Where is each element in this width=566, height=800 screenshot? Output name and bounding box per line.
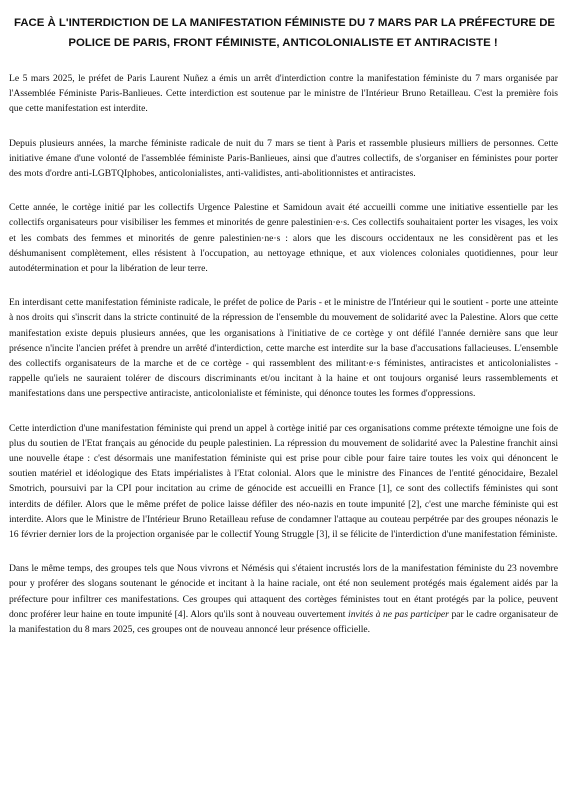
paragraph-prohibition: En interdisant cette manifestation féministe radicale, le préfet de police de Paris - et le ministre de l'Intérieur qui le soutient - porte une atteinte à nos droits qui s'inscrit dans la stricte continuité de la répression de l'ensemble du mouvement de solidarité avec la Palestine. Alors que cette manifestation existe depuis plusieurs années, que les organisations à l'initiative de ce cortège y ont défilé l'année dernière sans que leur présence n'incite l'ancien préfet à prendre un arrêté d'interdiction, cette marche est interdite sur la base d'accusations fallacieuses. L'ensemble des collectifs organisateurs de la marche et de ce cortège - qui rassemblent des militant·e·s féministes, antiracistes et anticolonialistes - rappelle qu'iels ne sauraient tolérer de discours discriminants et/ou incitant à la haine et ont toujours organisé leurs rassemblements et manifestations dans une perspective antiraciste, anticolonialiste et féministe, qui dénonce toutes les formes d'oppressions.: [9, 297, 558, 400]
document-body: [9, 71, 558, 637]
emphasized-text: invités à ne pas participer: [348, 608, 449, 620]
title-line-2: POLICE DE PARIS, FRONT FÉMINISTE, ANTICOLONIALISTE ET ANTIRACISTE !: [68, 37, 498, 49]
paragraph-text-after: par le cadre organisateur de la manifestation du 8 mars 2025, ces groupes ont de nouveau annoncé leur présence officielle.: [9, 608, 558, 636]
document-title: [14, 13, 556, 53]
paragraph-state-support: Cette interdiction d'une manifestation féministe qui prend un appel à cortège initié par ces organisations comme prétexte témoigne une fois de plus du soutien de l'Etat français au génocide du peuple palestinien. La répression du mouvement de solidarité avec la Palestine franchit ainsi une nouvelle étape : c'est désormais une manifestation féministe qui est prise pour cible pour faire taire toutes les voix qui dénoncent le soutien matériel et idéologique des Etats impérialistes à l'Etat colonial. Alors que le ministre des Finances de l'entité génocidaire, Bezalel Smotrich, poursuivi par la CPI pour incitation au crime de génocide est accueilli en France [1], ce sont des collectifs féministes qui sont interdits de défiler. Alors que le même préfet de police laisse défiler des néo-nazis en toute impunité [2], c'est une marche féministe qui est interdite. Alors que le Ministre de l'Intérieur Bruno Retailleau refuse de condamner l'attaque au couteau perpétrée par des groupes néonazis le 16 février dernier lors de la projection organisée par le collectif Young Struggle [3], il se félicite de l'interdiction d'une manifestation féministe.: [9, 422, 558, 541]
paragraph-far-right-groups: [9, 561, 558, 637]
paragraph-intro: Le 5 mars 2025, le préfet de Paris Laurent Nuñez a émis un arrêt d'interdiction contre la manifestation féministe du 7 mars organisée par l'Assemblée Féministe Paris-Banlieues. Cette interdiction est soutenue par le ministre de l'Intérieur Bruno Retailleau. C'est la première fois que cette manifestation est interdite.: [9, 73, 558, 115]
paragraph-palestine-cortege: Cette année, le cortège initié par les collectifs Urgence Palestine et Samidoun avait été accueilli comme une initiative essentielle par les collectifs organisateurs pour visibiliser les femmes et minorités de genre palestinien·e·s. Ces collectifs souhaitaient porter les visages, les voix et les combats des femmes et minorités de genre palestinien·ne·s : alors que les discours occidentaux ne les considèrent pas et les déshumanisent complètement, elles résistent à l'occupation, au nettoyage ethnique, et aux violences coloniales quotidiennes, pour leur autodétermination et pour la libération de leur terre.: [9, 202, 558, 275]
paragraph-text-before: Dans le même temps, des groupes tels que Nous vivrons et Némésis qui s'étaient incrustés lors de la manifestation féministe du 23 novembre pour y proférer des slogans soutenant le génocide et incitant à la haine raciale, ont été non seulement protégés mais également aidés par la préfecture pour infiltrer ces manifestations. Ces groupes qui attaquent des cortèges féministes tout en étant protégés par la police, peuvent donc proférer leur haine en toute impunité [4]. Alors qu'ils sont à nouveau ouvertement: [9, 563, 558, 620]
title-line-1: FACE À L'INTERDICTION DE LA MANIFESTATION FÉMINISTE DU 7 MARS PAR LA PRÉFECTURE DE: [14, 17, 556, 29]
paragraph-history: Depuis plusieurs années, la marche féministe radicale de nuit du 7 mars se tient à Paris et rassemble plusieurs milliers de personnes. Cette initiative émane d'une volonté de l'assemblée féministe Paris-Banlieues, ainsi que d'autres collectifs, de s'organiser en féministes pour porter des mots d'ordre anti-LGBTQIphobes, anticolonialistes, anti-validistes, anti-abolitionnistes et antiracistes.: [9, 137, 558, 180]
